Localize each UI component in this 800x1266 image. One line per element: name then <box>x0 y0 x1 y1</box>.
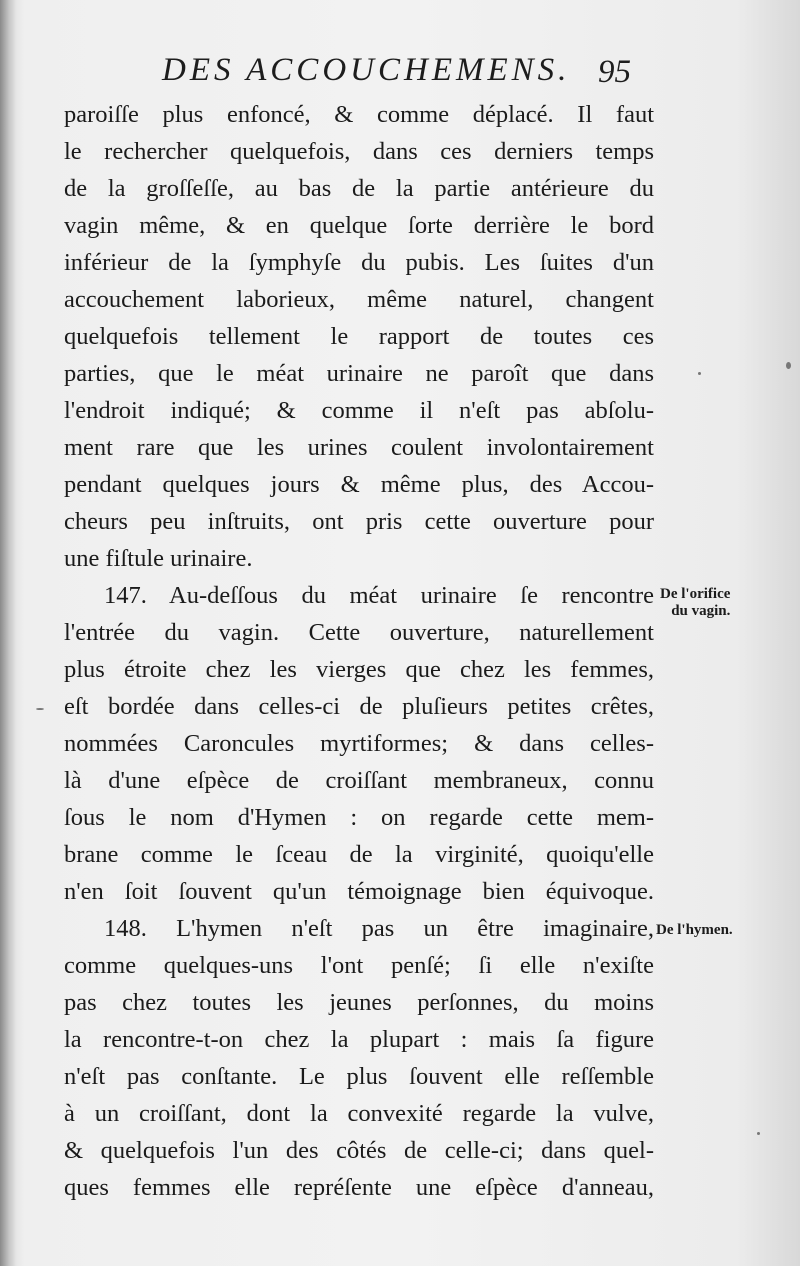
text-line: brane comme le ſceau de la virginité, quoiqu'elle <box>64 841 654 868</box>
text-line: accouchement laborieux, même naturel, changent <box>64 286 654 313</box>
text-line: & quelquefois l'un des côtés de celle-ci; dans quel- <box>64 1137 654 1164</box>
page-number: 95 <box>598 54 631 90</box>
text-line: pas chez toutes les jeunes perſonnes, du moins <box>64 989 654 1016</box>
text-line: le rechercher quelquefois, dans ces derniers temps <box>64 138 654 165</box>
paper-speck <box>698 372 701 375</box>
text-line: comme quelques-uns l'ont penſé; ſi elle n'exiſte <box>64 952 654 979</box>
paper-speck <box>786 362 791 369</box>
text-line: plus étroite chez les vierges que chez les femmes, <box>64 656 654 683</box>
text-line: à un croiſſant, dont la convexité regarde la vulve, <box>64 1100 654 1127</box>
page-gutter-shadow <box>0 0 16 1266</box>
text-line: ment rare que les urines coulent involontairement <box>64 434 654 461</box>
margin-note-orifice-line1: De l'orifice <box>660 586 731 602</box>
text-line: de la groſſeſſe, au bas de la partie antérieure du <box>64 175 654 202</box>
paragraph-148-start: 148. L'hymen n'eſt pas un être imaginaire, <box>104 915 654 942</box>
page-header <box>0 52 800 96</box>
text-line: nommées Caroncules myrtiformes; & dans celles- <box>64 730 654 757</box>
text-line: une fiſtule urinaire. <box>64 545 253 572</box>
text-line: là d'une eſpèce de croiſſant membraneux, connu <box>64 767 654 794</box>
running-head: DES ACCOUCHEMENS. <box>162 52 571 88</box>
text-line: n'en ſoit ſouvent qu'un témoignage bien équivoque. <box>64 878 654 905</box>
text-line: parties, que le méat urinaire ne paroît que dans <box>64 360 654 387</box>
text-line: ſous le nom d'Hymen : on regarde cette mem- <box>64 804 654 831</box>
text-line: la rencontre-t-on chez la plupart : mais ſa figure <box>64 1026 654 1053</box>
text-line: paroiſſe plus enfoncé, & comme déplacé. Il faut <box>64 101 654 128</box>
text-line: inférieur de la ſymphyſe du pubis. Les ſuites d'un <box>64 249 654 276</box>
text-line: vagin même, & en quelque ſorte derrière le bord <box>64 212 654 239</box>
text-line: l'entrée du vagin. Cette ouverture, naturellement <box>64 619 654 646</box>
text-line: quelquefois tellement le rapport de toutes ces <box>64 323 654 350</box>
text-line: cheurs peu inſtruits, ont pris cette ouverture pour <box>64 508 654 535</box>
text-line: l'endroit indiqué; & comme il n'eſt pas abſolu- <box>64 397 654 424</box>
margin-note-orifice-line2: du vagin. <box>671 603 731 619</box>
paper-speck <box>36 708 44 710</box>
margin-note-orifice <box>660 586 730 620</box>
body-text <box>64 96 654 1206</box>
margin-note-hymen: De l'hymen. <box>656 922 733 938</box>
paper-speck <box>757 1132 760 1135</box>
text-line: pendant quelques jours & même plus, des Accou- <box>64 471 654 498</box>
text-line: eſt bordée dans celles-ci de pluſieurs petites crêtes, <box>64 693 654 720</box>
paragraph-147-start: 147. Au-deſſous du méat urinaire ſe rencontre <box>104 582 654 609</box>
text-line: ques femmes elle repréſente une eſpèce d'anneau, <box>64 1174 654 1201</box>
text-line: n'eſt pas conſtante. Le plus ſouvent elle reſſemble <box>64 1063 654 1090</box>
